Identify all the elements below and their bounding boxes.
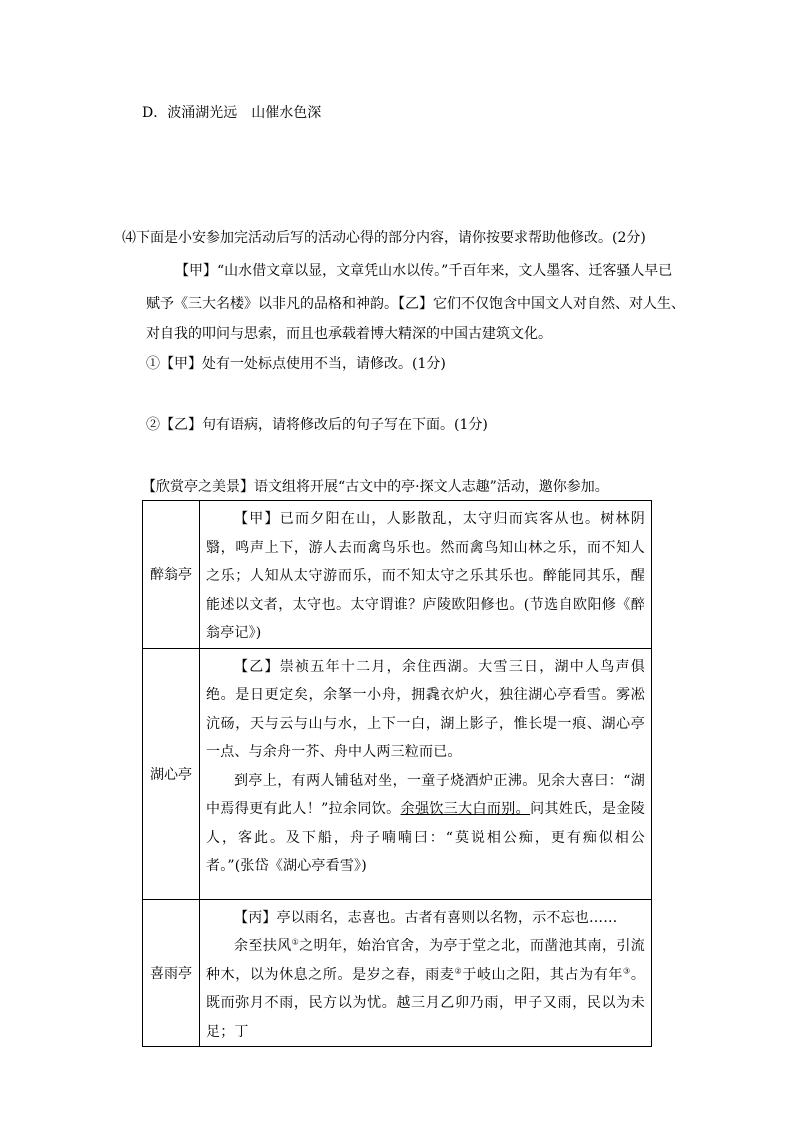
paragraph: 【乙】崇祯五年十二月，余住西湖。大雪三日，湖中人鸟声俱绝。是日更定矣，余拏一小舟，拥毳衣炉火，独往湖心亭看雪。雾凇沆砀，天与云与山与水，上下一白，湖上影子，惟长堤一痕、湖心亭一点、与余舟一芥、舟中人两三粒而已。 (206, 658, 645, 760)
footnote-marker: ③ (623, 965, 631, 975)
underlined-sentence: 余强饮三大白而别。 (400, 801, 531, 817)
paragraph (206, 767, 645, 881)
text-span: 。既而弥月不雨，民方以为忧。越三月乙卯乃雨，甲子又雨，民以为未足；丁 (206, 966, 646, 1040)
footnote-marker: ① (291, 937, 300, 947)
paragraph: 【丙】亭以雨名，志喜也。古者有喜则以名物，示不忘也…… (234, 909, 618, 926)
pavilion-name: 醉翁亭 (143, 501, 200, 649)
text-span: 之明年，始治官舍，为亭于堂之北，而凿池其南，引流种木，以为休息之所。是岁之春，雨麦 (206, 938, 645, 983)
pavilion-text (200, 501, 652, 649)
pavilion-name: 湖心亭 (143, 648, 200, 899)
option-d: D．波涌湖光远 山催水色深 (142, 105, 322, 121)
sub-question-1: ①【甲】处有一处标点使用不当，请修改。(1分) (146, 356, 446, 372)
passage-line-2: 赋予《三大名楼》以非凡的品格和神韵。【乙】它们不仅饱含中国文人对自然、对人生、 (146, 296, 685, 312)
table-row (143, 899, 652, 1047)
text-span: 余至扶风 (234, 938, 292, 954)
pavilion-name: 喜雨亭 (143, 899, 200, 1047)
paragraph: 【甲】已而夕阳在山，人影散乱，太守归而宾客从也。树林阴翳，鸣声上下，游人去而禽鸟乐也。然而禽鸟知山林之乐，而不知人之乐；人知从太守游而乐，而不知太守之乐其乐也。醉能同其乐，醒能述以文者，太守也。太守谓谁？庐陵欧阳修也。(节选自欧阳修《醉翁亭记》) (206, 511, 645, 641)
table-row (143, 501, 652, 649)
section-intro: 【欣赏亭之美景】语文组将开展“古文中的亭·探文人志趣”活动，邀你参加。 (142, 479, 609, 495)
sub-question-2: ②【乙】句有语病，请将修改后的句子写在下面。(1分) (146, 417, 488, 433)
pavilion-text (200, 648, 652, 899)
paragraph (206, 932, 645, 1046)
pavilion-text (200, 899, 652, 1047)
footnote-marker: ② (454, 965, 463, 975)
passage-line-1: 【甲】“山水借文章以显，文章凭山水以传。”千百年来，文人墨客、迁客骚人早已 (175, 263, 673, 279)
pavilion-table (142, 500, 652, 1047)
text-span: 到亭上，有两人铺毡对坐，一童子烧酒炉正沸。见余大喜曰：“湖中焉得更有此人！”拉余同饮。 (206, 772, 645, 817)
text-span: 于岐山之阳，其占为有年 (462, 966, 624, 983)
question-4-stem: ⑷下面是小安参加完活动后写的活动心得的部分内容，请你按要求帮助他修改。(2分) (122, 230, 646, 246)
table-row (143, 648, 652, 899)
text-span: 问其姓氏，是金陵人，客此。及下船，舟子喃喃曰：“莫说相公痴，更有痴似相公者。”(张岱《湖心亭看雪》) (206, 801, 645, 874)
passage-line-3: 对自我的叩问与思索，而且也承载着博大精深的中国古建筑文化。 (146, 326, 552, 342)
